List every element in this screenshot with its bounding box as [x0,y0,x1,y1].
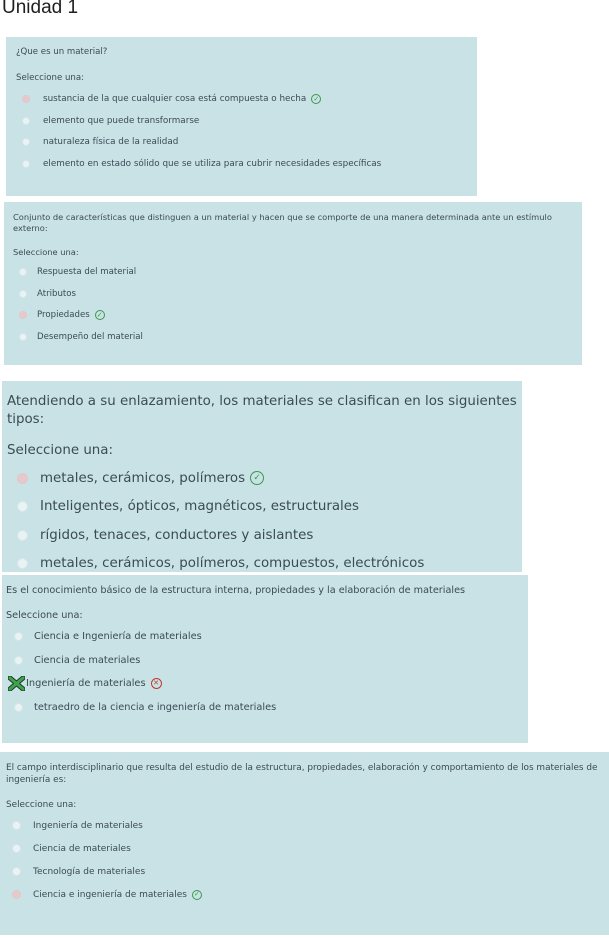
answer-label: elemento en estado sólido que se utiliza para cubrir necesidades específicas [43,158,382,169]
radio-button-selected[interactable] [12,890,21,899]
wrong-x-icon [8,676,25,691]
answer-option[interactable] [12,837,609,860]
radio-button-selected[interactable] [19,311,27,319]
answer-option[interactable] [22,89,477,111]
select-one-label: Seleccione una: [13,247,79,258]
radio-button[interactable] [22,117,30,125]
answer-options [14,625,528,719]
radio-button[interactable] [17,558,28,569]
answer-label: Propiedades [37,310,90,321]
answer-label: Ciencia e Ingeniería de materiales [34,631,202,643]
radio-button[interactable] [14,703,23,712]
question-text: Atendiendo a su enlazamiento, los materiales se clasifican en los siguientes tipos: [7,394,517,428]
answer-options [17,464,522,578]
radio-button[interactable] [19,290,27,298]
answer-label: Atributos [37,288,77,299]
radio-button-selected[interactable] [17,473,28,484]
answer-label: Inteligentes, ópticos, magnéticos, estructurales [40,499,359,515]
correct-check-icon: ✓ [311,94,321,104]
answer-label: Tecnología de materiales [33,866,146,877]
page-title: Unidad 1 [2,0,79,18]
answer-label: Ingeniería de materiales [33,820,143,831]
radio-button[interactable] [17,501,28,512]
answer-label: Ciencia de materiales [34,654,141,666]
correct-check-icon: ✓ [192,890,202,900]
radio-button-selected[interactable] [22,95,30,103]
answer-option[interactable] [12,860,609,883]
question-card-3 [2,381,522,572]
question-card-1 [6,37,477,196]
answer-label: Ciencia de materiales [33,843,131,854]
answer-option[interactable] [19,326,582,348]
select-one-label: Seleccione una: [16,72,85,83]
question-card-2 [4,202,582,365]
answer-options [19,261,582,347]
answer-label: metales, cerámicos, polímeros, compuestos, electrónicos [40,556,425,572]
answer-option[interactable] [19,261,582,283]
answer-options [22,89,477,175]
radio-button[interactable] [22,160,30,168]
answer-label: sustancia de la que cualquier cosa está compuesta o hecha [43,94,307,105]
radio-button[interactable] [12,867,21,876]
question-text: Conjunto de características que distinguen a un material y hacen que se comporte de una manera determinada ante un estímulo externo: [13,212,552,234]
select-one-label: Seleccione una: [7,443,114,459]
answer-label: Desempeño del material [37,331,143,342]
radio-button[interactable] [19,268,27,276]
answer-options [12,814,609,906]
radio-button[interactable] [17,530,28,541]
answer-label: Respuesta del material [37,267,137,278]
answer-option[interactable] [22,110,477,132]
radio-button[interactable] [19,333,27,341]
select-one-label: Seleccione una: [6,610,83,622]
answer-option[interactable] [17,521,522,550]
radio-button[interactable] [14,632,23,641]
question-card-4 [2,575,528,743]
answer-option[interactable] [22,153,477,175]
question-text: ¿Que es un material? [16,47,108,57]
answer-option[interactable] [22,132,477,154]
question-card-5 [0,752,609,935]
answer-label: rígidos, tenaces, conductores y aislantes [40,527,314,543]
question-text: El campo interdisciplinario que resulta del estudio de la estructura, propiedades, elaboración y comportamiento de los materiales de ingeniería es: [6,763,598,786]
answer-option[interactable] [14,625,528,649]
answer-option[interactable] [12,883,609,906]
answer-option[interactable] [19,304,582,326]
answer-option[interactable] [17,493,522,522]
answer-option[interactable] [12,814,609,837]
answer-option[interactable] [17,464,522,493]
answer-label: naturaleza física de la realidad [43,137,179,148]
answer-option[interactable] [8,672,528,696]
select-one-label: Seleccione una: [6,800,77,811]
correct-check-icon: ✓ [95,310,105,320]
radio-button[interactable] [14,656,23,665]
answer-label: elemento que puede transformarse [43,115,200,126]
answer-label: Ingeniería de materiales [26,678,146,690]
answer-option[interactable] [14,696,528,720]
answer-option[interactable] [19,283,582,305]
answer-label: tetraedro de la ciencia e ingeniería de materiales [34,701,277,713]
correct-check-icon: ✓ [250,471,264,485]
radio-button[interactable] [12,844,21,853]
question-text: Es el conocimiento básico de la estructura interna, propiedades y la elaboración de materiales [6,585,466,596]
answer-option[interactable] [14,649,528,673]
answer-label: Ciencia e ingeniería de materiales [33,889,187,900]
answer-label: metales, cerámicos, polímeros [40,470,246,486]
answer-option[interactable] [17,550,522,579]
incorrect-x-circle-icon: ✕ [151,678,162,689]
radio-button[interactable] [22,138,30,146]
radio-button[interactable] [12,821,21,830]
